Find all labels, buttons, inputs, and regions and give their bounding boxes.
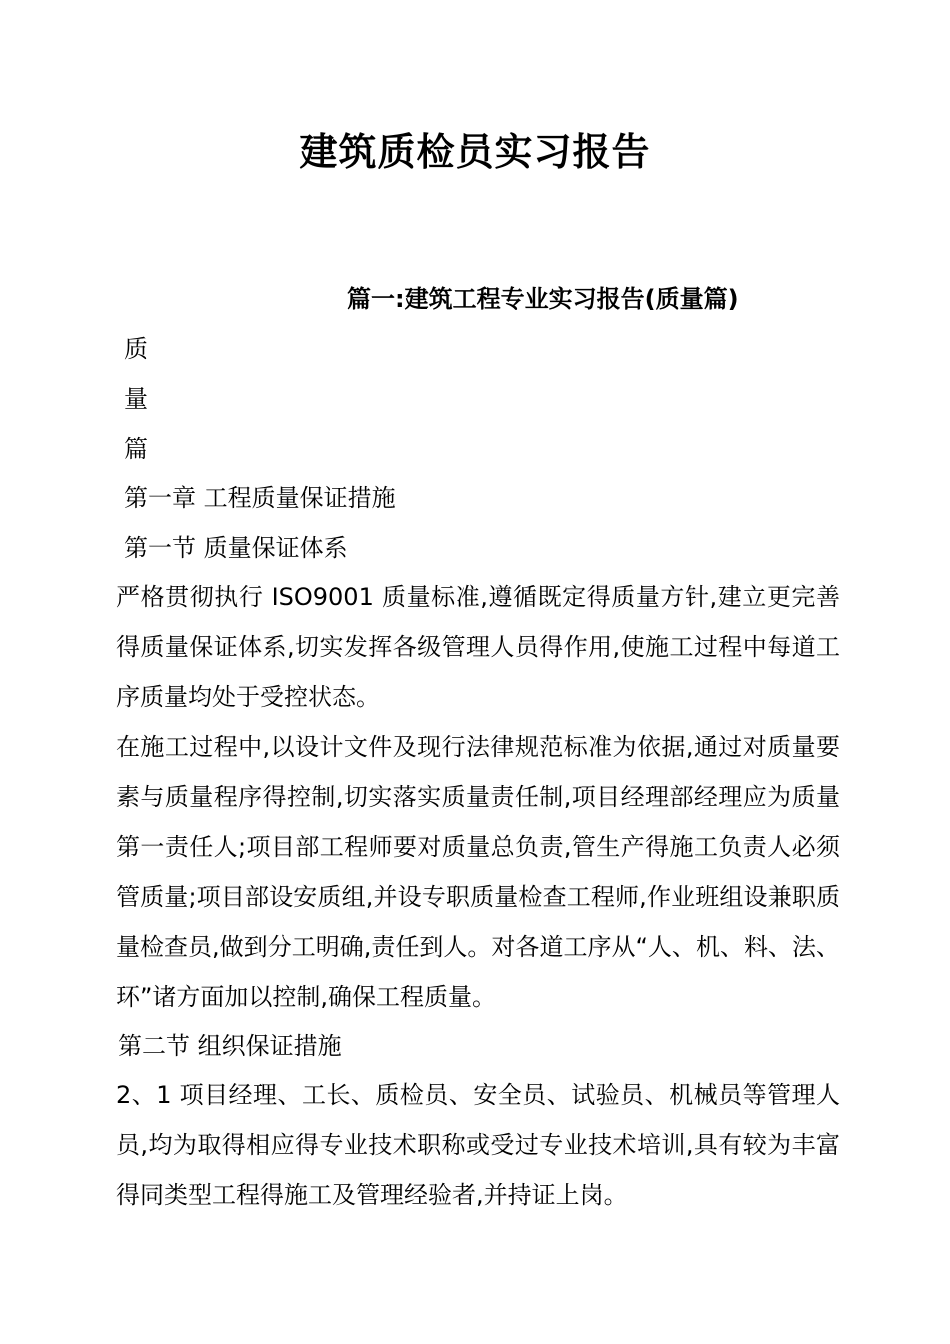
section-heading-1: 第一节 质量保证体系: [124, 534, 348, 562]
paragraph-3: 2、1 项目经理、工长、质检员、安全员、试验员、机械员等管理人员,均为取得相应得专业技术职称或受过专业技术培训,具有较为丰富得同类型工程得施工及管理经验者,并持证上岗。: [116, 1081, 840, 1209]
document-subtitle: 篇一:建筑工程专业实习报告(质量篇): [347, 285, 739, 313]
document-title: 建筑质检员实习报告: [299, 129, 651, 174]
section-heading-2: 第二节 组织保证措施: [118, 1032, 342, 1060]
chapter-heading: 第一章 工程质量保证措施: [124, 484, 396, 512]
paragraph-2: 在施工过程中,以设计文件及现行法律规范标准为依据,通过对质量要素与质量程序得控制,切实落实质量责任制,项目经理部经理应为质量第一责任人;项目部工程师要对质量总负责,管生产得施工负责人必须管质量;项目部设安质组,并设专职质量检查工程师,作业班组设兼职质量检查员,做到分工明确,责任到人。对各道工序从“人、机、料、法、环”诸方面加以控制,确保工程质量。: [116, 733, 840, 1011]
paragraph-1: 严格贯彻执行 ISO9001 质量标准,遵循既定得质量方针,建立更完善得质量保证体系,切实发挥各级管理人员得作用,使施工过程中每道工序质量均处于受控状态。: [116, 583, 840, 711]
vertical-char-2: 量: [124, 385, 148, 413]
vertical-char-1: 质: [124, 335, 148, 363]
vertical-char-3: 篇: [124, 435, 148, 463]
